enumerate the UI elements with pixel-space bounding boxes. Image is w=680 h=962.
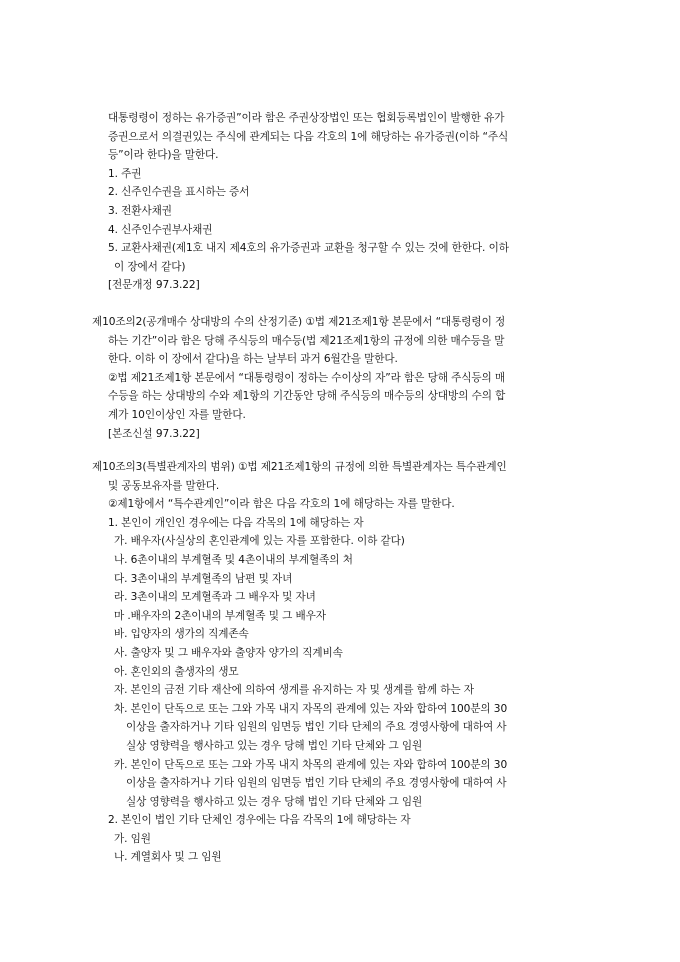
text-line: 차. 본인이 단독으로 또는 그와 가목 내지 자목의 관계에 있는 자와 합하여 100분의 30 [114,702,508,715]
text-line: 1. 주권 [108,167,142,180]
article-10-2 [92,314,592,444]
text-line: 증권으로서 의결권있는 주식에 관계되는 다음 각호의 1에 해당하는 유가증권(이하 “주식 [108,130,509,143]
text-line: ②제1항에서 “특수관계인”이라 함은 다음 각호의 1에 해당하는 자를 말한다. [108,498,455,511]
text-line: 등”이라 한다)을 말한다. [108,149,219,162]
text-line: 다. 3촌이내의 부계혈족의 남편 및 자녀 [114,572,293,585]
text-line: 나. 계열회사 및 그 임원 [114,851,222,864]
text-line: [전문개정 97.3.22] [108,279,200,292]
text-line: 제10조의2(공개매수 상대방의 수의 산정기준) ①법 제21조제1항 본문에서 “대통령령이 정 [92,316,506,328]
text-line: 제10조의3(특별관계자의 범위) ①법 제21조제1항의 규정에 의한 특별관계자는 특수관계인 [92,461,507,473]
text-line: 대통령령이 정하는 유가증권”이라 함은 주권상장법인 또는 협회등록법인이 발행한 유가 [108,112,505,124]
text-line: 이상을 출자하거나 기타 임원의 임면등 법인 기타 단체의 주요 경영사항에 대하여 사 [126,721,507,734]
text-line: ②법 제21조제1항 본문에서 “대통령령이 정하는 수이상의 자”라 함은 당해 주식등의 매 [108,371,506,384]
text-line: 2. 본인이 법인 기타 단체인 경우에는 다음 각목의 1에 해당하는 자 [108,814,411,827]
text-line: 이 장에서 같다) [114,260,186,273]
text-line: 및 공동보유자를 말한다. [108,479,220,492]
text-line: 수등을 하는 상대방의 수와 제1항의 기간동안 당해 주식등의 매수등의 상대방의 수의 합 [108,390,506,403]
text-line: [본조신설 97.3.22] [108,427,200,440]
text-line: 가. 임원 [114,832,151,845]
text-line: 바. 입양자의 생가의 직계존속 [114,628,249,641]
text-line: 1. 본인이 개인인 경우에는 다음 각목의 1에 해당하는 자 [108,516,364,529]
text-line: 자. 본인의 금전 기타 재산에 의하여 생계를 유지하는 자 및 생계를 함께 하는 자 [114,684,474,697]
text-line: 5. 교환사채권(제1호 내지 제4호의 유가증권과 교환을 청구할 수 있는 것에 한한다. 이하 [108,242,509,255]
text-line: 아. 혼인외의 출생자의 생모 [114,665,239,678]
article-10-1-continuation [92,110,592,296]
text-line: 3. 전환사채권 [108,204,172,217]
text-line: 마 .배우자의 2촌이내의 부계혈족 및 그 배우자 [114,609,326,622]
text-line: 한다. 이하 이 장에서 같다)을 하는 날부터 과거 6월간을 말한다. [108,353,398,366]
text-line: 나. 6촌이내의 부계혈족 및 4촌이내의 부계혈족의 처 [114,553,353,566]
text-line: 4. 신주인수권부사채권 [108,223,213,236]
text-line: 사. 출양자 및 그 배우자와 출양자 양가의 직계비속 [114,646,343,659]
text-line: 하는 기간”이라 함은 당해 주식등의 매수등(법 제21조제1항의 규정에 의한 매수등을 말 [108,334,505,347]
text-line: 이상을 출자하거나 기타 임원의 임면등 법인 기타 단체의 주요 경영사항에 대하여 사 [126,777,507,790]
text-line: 실상 영향력을 행사하고 있는 경우 당해 법인 기타 단체와 그 임원 [126,795,423,808]
text-line: 라. 3촌이내의 모계혈족과 그 배우자 및 자녀 [114,591,316,604]
article-10-3 [92,459,592,868]
text-line: 계가 10인이상인 자를 말한다. [108,408,246,421]
text-line: 2. 신주인수권을 표시하는 증서 [108,186,250,199]
text-line: 가. 배우자(사실상의 혼인관계에 있는 자를 포함한다. 이하 같다) [114,535,405,548]
text-line: 카. 본인이 단독으로 또는 그와 가목 내지 차목의 관계에 있는 자와 합하여 100분의 30 [114,758,508,771]
text-line: 실상 영향력을 행사하고 있는 경우 당해 법인 기타 단체와 그 임원 [126,739,423,752]
